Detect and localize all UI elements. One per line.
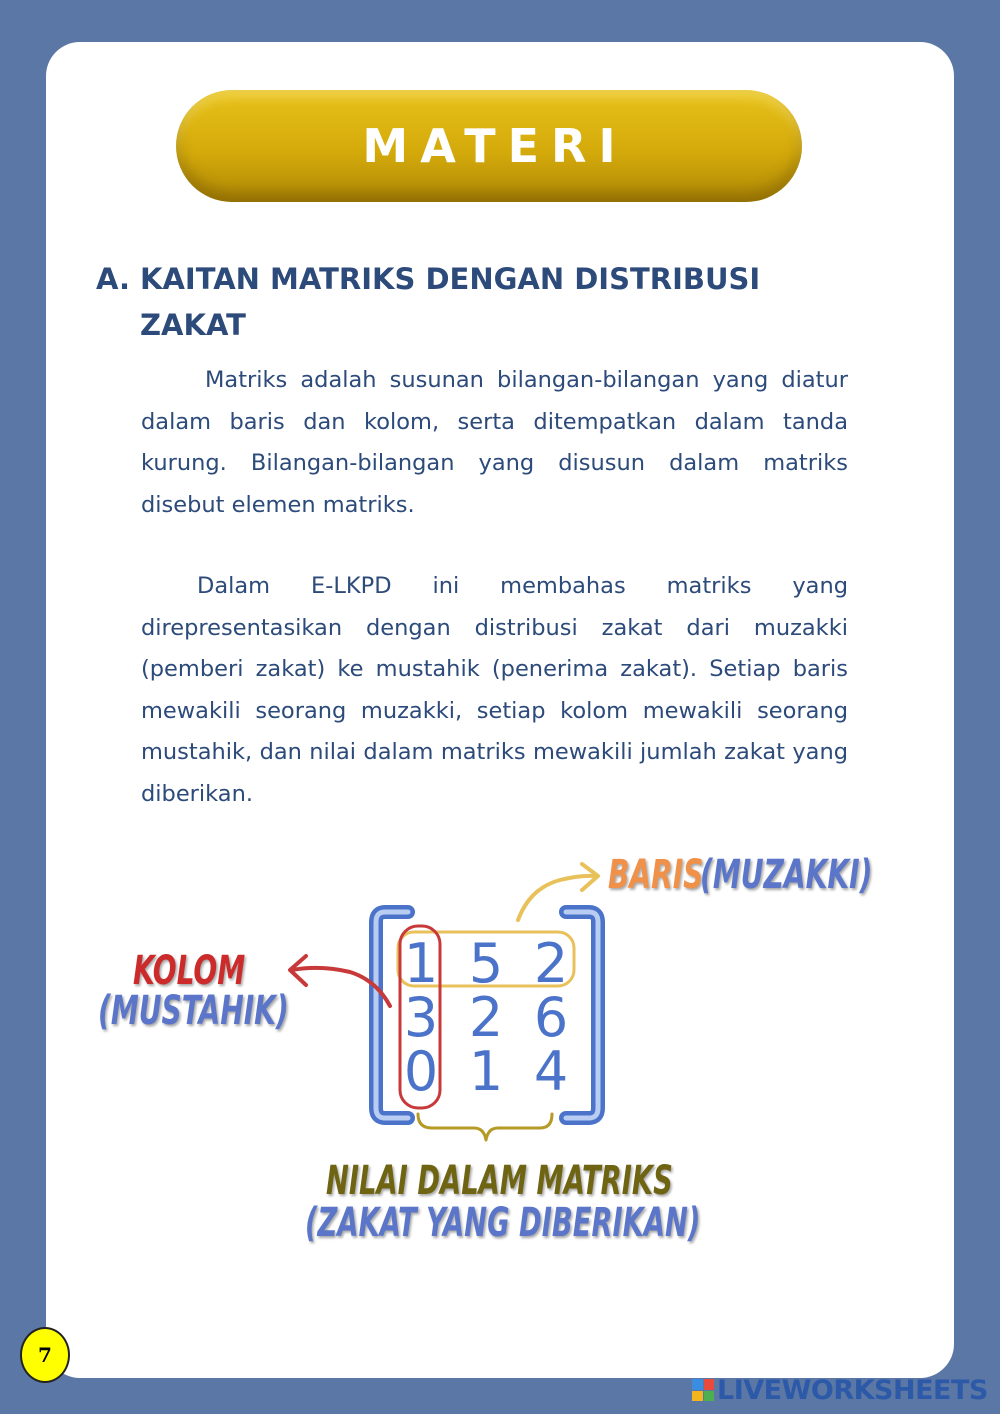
section-letter: A. — [96, 262, 130, 296]
watermark-text: LIVEWORKSHEETS — [717, 1374, 988, 1406]
nilai-sublabel: (ZAKAT YANG DIBERIKAN) — [305, 1200, 701, 1246]
matrix-cell: 0 — [403, 1040, 439, 1103]
matrix-cell: 1 — [403, 932, 439, 995]
kolom-sublabel: (MUSTAHIK) — [98, 988, 289, 1034]
watermark — [692, 1374, 988, 1406]
matrix-cell: 5 — [468, 932, 504, 995]
baris-sublabel: (MUZAKKI) — [700, 852, 873, 898]
matrix-cell: 1 — [468, 1040, 504, 1103]
section-title: KAITAN MATRIKS DENGAN DISTRIBUSI ZAKAT — [140, 262, 761, 342]
matrix-cell: 3 — [403, 986, 439, 1049]
matrix-cell: 6 — [533, 986, 569, 1049]
values-brace — [418, 1114, 552, 1140]
liveworksheets-logo-icon — [692, 1379, 714, 1401]
paragraph-definition: Matriks adalah susunan bilangan-bilangan yang diatur dalam baris dan kolom, serta ditempatkan dalam tanda kurung. Bilangan-bilangan yang disusun dalam matriks disebut elemen matriks. — [141, 367, 848, 518]
kolom-label: KOLOM — [133, 948, 246, 994]
nilai-label: NILAI DALAM MATRIKS — [326, 1158, 673, 1204]
banner-title: MATERI — [362, 119, 628, 173]
matrix-cell: 2 — [468, 986, 504, 1049]
paragraph-context: Dalam E-LKPD ini membahas matriks yang direpresentasikan dengan distribusi zakat dari muzakki (pemberi zakat) ke mustahik (penerima zakat). Setiap baris mewakili seorang muzakki, setiap kolom mewakili seorang mustahik, dan nilai dalam matriks mewakili jumlah zakat yang diberikan. — [141, 573, 848, 807]
page-number-badge: 7 — [20, 1327, 70, 1383]
right-bracket — [566, 912, 598, 1118]
baris-label: BARIS — [608, 852, 704, 898]
matrix-cell: 2 — [533, 932, 569, 995]
matrix-cell: 4 — [533, 1040, 569, 1103]
